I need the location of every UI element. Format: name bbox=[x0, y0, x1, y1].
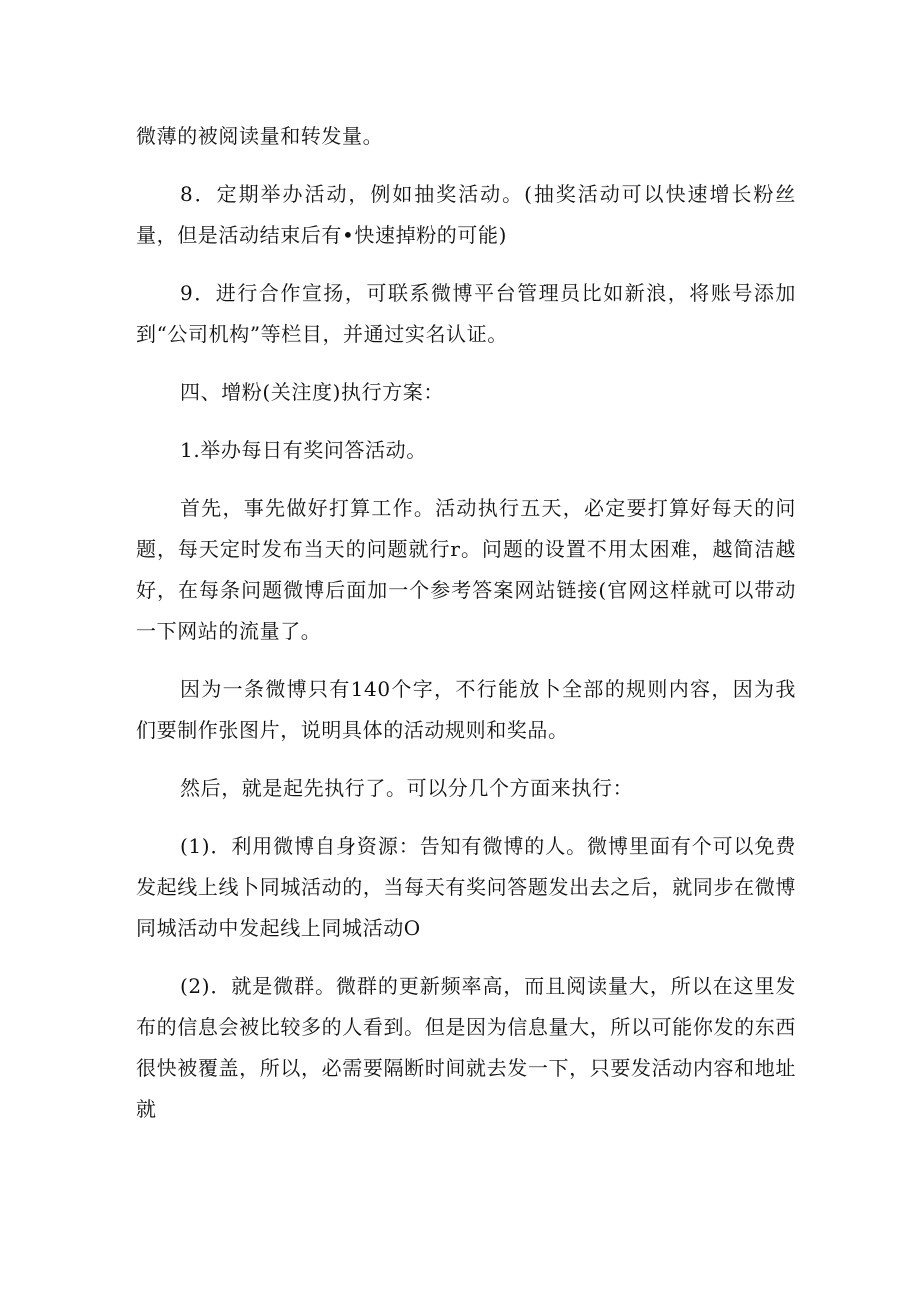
paragraph-5: 因为一条微博只有140个字，不行能放卜全部的规则内容，因为我们要制作张图片，说明具体的活动规则和奖品。 bbox=[136, 677, 796, 742]
subheading-1: 1.举办每日有奖问答活动。 bbox=[180, 438, 427, 462]
paragraph-1: 微薄的被阅读量和转发量。 bbox=[136, 124, 384, 148]
paragraph-6: 然后，就是起先执行了。可以分几个方面来执行： bbox=[180, 776, 634, 800]
paragraph-4: 首先，事先做好打算工作。活动执行五天，必定要打算好每天的问题，每天定时发布当天的问题就行r。问题的设置不用太困难，越简洁越好，在每条问题微博后面加一个参考答案网站链接(官网这样就可以带动一下网站的流量了。 bbox=[136, 496, 796, 643]
list-item-1: (1)．利用微博自身资源：告知有微博的人。微博里面有个可以免费发起线上线卜同城活动的，当每天有奖问答题发出去之后，就同步在微博同城活动中发起线上同城活动O bbox=[136, 834, 796, 940]
paragraph-3: 9．进行合作宣扬，可联系微博平台管理员比如新浪，将账号添加到“公司机构”等栏目，并通过实名认证。 bbox=[136, 281, 796, 346]
list-item-2: (2)．就是微群。微群的更新频率高，而且阅读量大，所以在这里发布的信息会被比较多的人看到。但是因为信息量大，所以可能你发的东西很快被覆盖，所以，必需要隔断时间就去发一下，只要发活动内容和地址就 bbox=[136, 974, 796, 1121]
document-body bbox=[136, 116, 796, 1147]
paragraph-2: 8．定期举办活动，例如抽奖活动。(抽奖活动可以快速增长粉丝量，但是活动结束后有•快速掉粉的可能) bbox=[136, 182, 796, 247]
section-heading: 四、增粉(关注度)执行方案： bbox=[180, 380, 445, 404]
